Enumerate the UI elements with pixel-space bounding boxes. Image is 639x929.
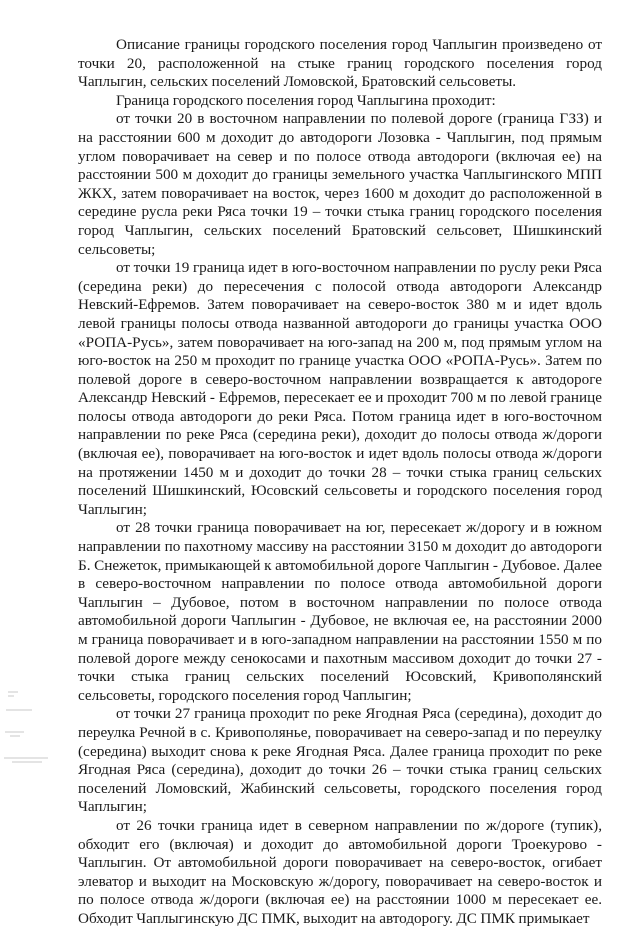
paragraph-point-27: от точки 27 граница проходит по реке Ягодная Ряса (середина), доходит до переулка Речной в с. Кривополянье, поворачивает на северо-запад и по переулку (середина) выходит снова к реке Ягодная Ряса. Далее граница проходит по реке Ягодная Ряса (середина), доходит до точки 26 – точки стыка границ сельских поселений Ломовский, Жабинский сельсоветы, городского поселения город Чаплыгин; xyxy=(78,705,602,816)
document-body xyxy=(78,36,602,929)
faint-margin-marks xyxy=(2,688,62,778)
paragraph-point-28: от 28 точки граница поворачивает на юг, пересекает ж/дорогу и в южном направлении по пахотному массиву на расстоянии 3150 м доходит до автодороги Б. Снежеток, примыкающей к автомобильной дороге Чаплыгин - Дубовое. Далее в северо-восточном направлении по полосе отвода автомобильной дороги Чаплыгин – Дубовое, потом в восточном направлении по полосе отвода автомобильной дороги Чаплыгин - Дубовое, не включая ее, на расстоянии 2000 м граница поворачивает и в юго-западном направлении на расстоянии 1550 м по полевой дороге между сенокосами и пахотным массивом доходит до точки 27 - точки стыка границ сельских поселений Юсовский, Кривополянский сельсоветы, городского поселения город Чаплыгин; xyxy=(78,519,602,704)
paragraph-point-26: от 26 точки граница идет в северном направлении по ж/дороге (тупик), обходит его (включая) и доходит до автомобильной дороги Троекурово - Чаплыгин. От автомобильной дороги поворачивает на северо-восток, огибает элеватор и выходит на Московскую ж/дорогу, поворачивает на северо-восток и по полосе отвода ж/дороги (включая ее) на расстоянии 1000 м пересекает ее. Обходит Чаплыгинскую ДС ПМК, выходит на автодорогу. ДС ПМК примыкает xyxy=(78,816,602,927)
paragraph-boundary-heading: Граница городского поселения город Чаплыгина проходит: xyxy=(116,91,496,109)
paragraph-intro: Описание границы городского поселения город Чаплыгин произведено от точки 20, расположенной на стыке границ городского поселения город Чаплыгин, сельских поселений Ломовской, Братовский сельсоветы. xyxy=(78,36,602,91)
paragraph-point-19: от точки 19 граница идет в юго-восточном направлении по руслу реки Ряса (середина реки) до пересечения с полосой отвода автодороги Александр Невский-Ефремов. Затем поворачивает на северо-восток 380 м и идет вдоль левой границы полосы отвода названной автодороги до границы участка ООО «РОПА-Русь», затем поворачивает на юго-запад на 200 м, под прямым углом на юго-восток на 250 м проходит по границе участка ООО «РОПА-Русь». Затем по полевой дороге в северо-восточном направлении возвращается к автодороге Александр Невский - Ефремов, пересекает ее и проходит 700 м по левой границе полосы отвода автодороги до реки Ряса. Потом граница идет в юго-восточном направлении по реке Ряса (середина реки), доходит до полосы отвода ж/дороги (включая ее), поворачивает на юго-восток и идет вдоль полосы отвода ж/дороги на протяжении 1450 м и доходит до точки 28 – точки стыка границ сельских поселений Шишкинский, Юсовский сельсоветы и городского поселения город Чаплыгин; xyxy=(78,259,602,518)
paragraph-point-20: от точки 20 в восточном направлении по полевой дороге (граница ГЗЗ) и на расстоянии 600 м доходит до автодороги Лозовка - Чаплыгин, под прямым углом поворачивает на север и по полосе отвода автодороги (включая ее) на расстоянии 500 м доходит до границы земельного участка Чаплыгинского МПП ЖКХ, затем поворачивает на восток, через 1600 м доходит до расположенной в середине русла реки Ряса точки 19 – точки стыка границ городского поселения город Чаплыгин, сельских поселений Братовский сельсовет, Шишкинский сельсоветы; xyxy=(78,110,602,258)
